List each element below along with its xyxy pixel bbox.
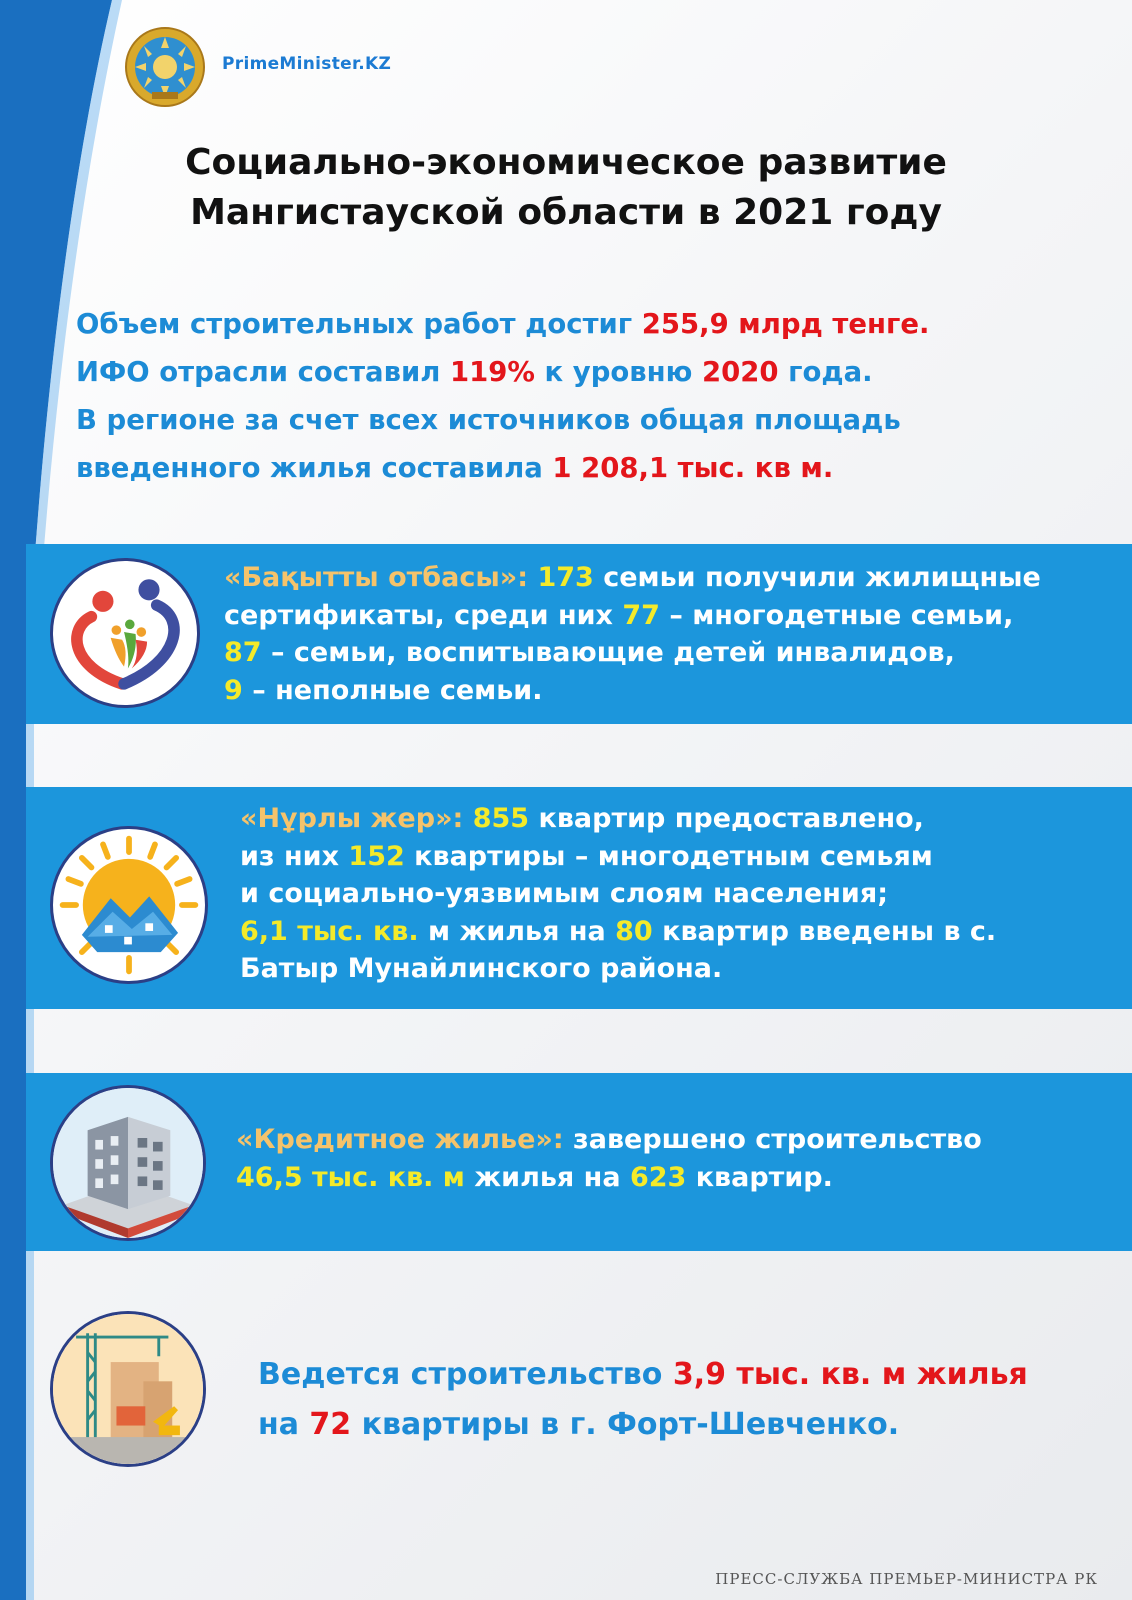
press-service-footer: ПРЕСС-СЛУЖБА ПРЕМЬЕР-МИНИСТРА РК xyxy=(715,1570,1098,1588)
bakytty-t3: – многодетные семьи, xyxy=(659,599,1014,631)
credit-n2: 623 xyxy=(629,1161,687,1193)
bakytty-line-1 xyxy=(224,559,1041,597)
bakytty-n2: 77 xyxy=(622,599,660,631)
nurly-t1: квартир предоставлено, xyxy=(529,803,924,834)
bakytty-t4: – семьи, воспитывающие детей инвалидов, xyxy=(261,637,955,668)
construction-site-icon xyxy=(50,1311,206,1467)
nurly-t6: квартир введены в с. xyxy=(652,915,997,947)
intro-text xyxy=(76,300,1116,492)
nurly-t2: из них xyxy=(240,840,349,872)
bakytty-text xyxy=(224,559,1041,709)
intro-l2-text-c: года. xyxy=(778,356,873,388)
credit-t1: завершено строительство xyxy=(563,1124,982,1155)
nurly-line-1 xyxy=(240,800,996,838)
credit-t2: жилья на xyxy=(464,1161,630,1193)
nurly-program: «Нұрлы жер»: xyxy=(240,803,464,834)
nurly-n1: 855 xyxy=(472,803,530,834)
intro-line-1 xyxy=(76,300,1116,348)
brand-name: PrimeMinister.KZ xyxy=(222,54,392,74)
intro-l1-value: 255,9 млрд тенге. xyxy=(641,308,930,340)
bakytty-n1: 173 xyxy=(537,562,594,593)
intro-line-3: В регионе за счет всех источников общая площадь xyxy=(76,404,901,436)
bakytty-line-4 xyxy=(224,672,1041,710)
apartment-building-icon xyxy=(50,1085,206,1241)
bakytty-t1: семьи получили жилищные xyxy=(593,562,1041,593)
credit-line-1 xyxy=(236,1121,982,1159)
intro-l4-value: 1 208,1 тыс. кв м. xyxy=(552,452,834,484)
intro-line-2 xyxy=(76,348,1116,396)
credit-text xyxy=(236,1121,982,1196)
intro-line-4 xyxy=(76,444,1116,492)
nurly-line-2 xyxy=(240,838,996,876)
intro-l4-text: введенного жилья составила xyxy=(76,452,553,484)
construction-line-2 xyxy=(258,1400,1028,1450)
construction-t2: на xyxy=(258,1407,310,1442)
nurly-n4: 80 xyxy=(615,915,653,947)
credit-line-2 xyxy=(236,1159,982,1197)
sun-houses-icon xyxy=(50,826,208,984)
bakytty-line-3 xyxy=(224,634,1041,672)
construction-t1: Ведется строительство xyxy=(258,1357,673,1392)
nurly-n3: 6,1 тыс. кв. xyxy=(240,915,419,947)
page-title xyxy=(0,138,1132,238)
state-emblem-icon xyxy=(124,26,206,108)
construction-n2: 72 xyxy=(309,1407,352,1442)
nurly-line-3: и социально-уязвимым слоям населения; xyxy=(240,878,888,909)
intro-l2-text: ИФО отрасли составил xyxy=(76,356,450,388)
bakytty-t2: сертификаты, среди них xyxy=(224,599,623,631)
intro-l2-text-b: к уровню xyxy=(534,356,702,388)
nurly-line-5: Батыр Мунайлинского района. xyxy=(240,953,723,984)
bakytty-n4: 9 xyxy=(224,674,243,706)
intro-l2-value: 119% xyxy=(449,356,535,388)
bakytty-program: «Бақытты отбасы»: xyxy=(224,562,529,593)
credit-t3: квартир. xyxy=(686,1161,833,1193)
bakytty-n3: 87 xyxy=(224,637,262,668)
nurly-t5: м жилья на xyxy=(418,915,616,947)
intro-l1-text: Объем строительных работ достиг xyxy=(76,308,642,340)
bakytty-line-2 xyxy=(224,597,1041,635)
bakytty-t5: – неполные семьи. xyxy=(242,674,543,706)
family-heart-icon xyxy=(50,558,200,708)
title-line-1: Социально-экономическое развитие xyxy=(185,142,947,183)
nurly-n2: 152 xyxy=(348,840,405,872)
construction-t3: квартиры в г. Форт-Шевченко. xyxy=(351,1407,900,1442)
title-line-2: Мангистауской области в 2021 году xyxy=(190,192,942,233)
nurly-line-4 xyxy=(240,913,996,951)
nurly-t3: квартиры – многодетным семьям xyxy=(404,840,933,872)
credit-program: «Кредитное жилье»: xyxy=(236,1124,564,1155)
credit-n1: 46,5 тыс. кв. м xyxy=(236,1161,465,1193)
construction-n1: 3,9 тыс. кв. м жилья xyxy=(672,1357,1028,1392)
construction-text xyxy=(258,1350,1028,1450)
intro-l2-year: 2020 xyxy=(701,356,779,388)
construction-line-1 xyxy=(258,1350,1028,1400)
nurly-text xyxy=(240,800,996,988)
